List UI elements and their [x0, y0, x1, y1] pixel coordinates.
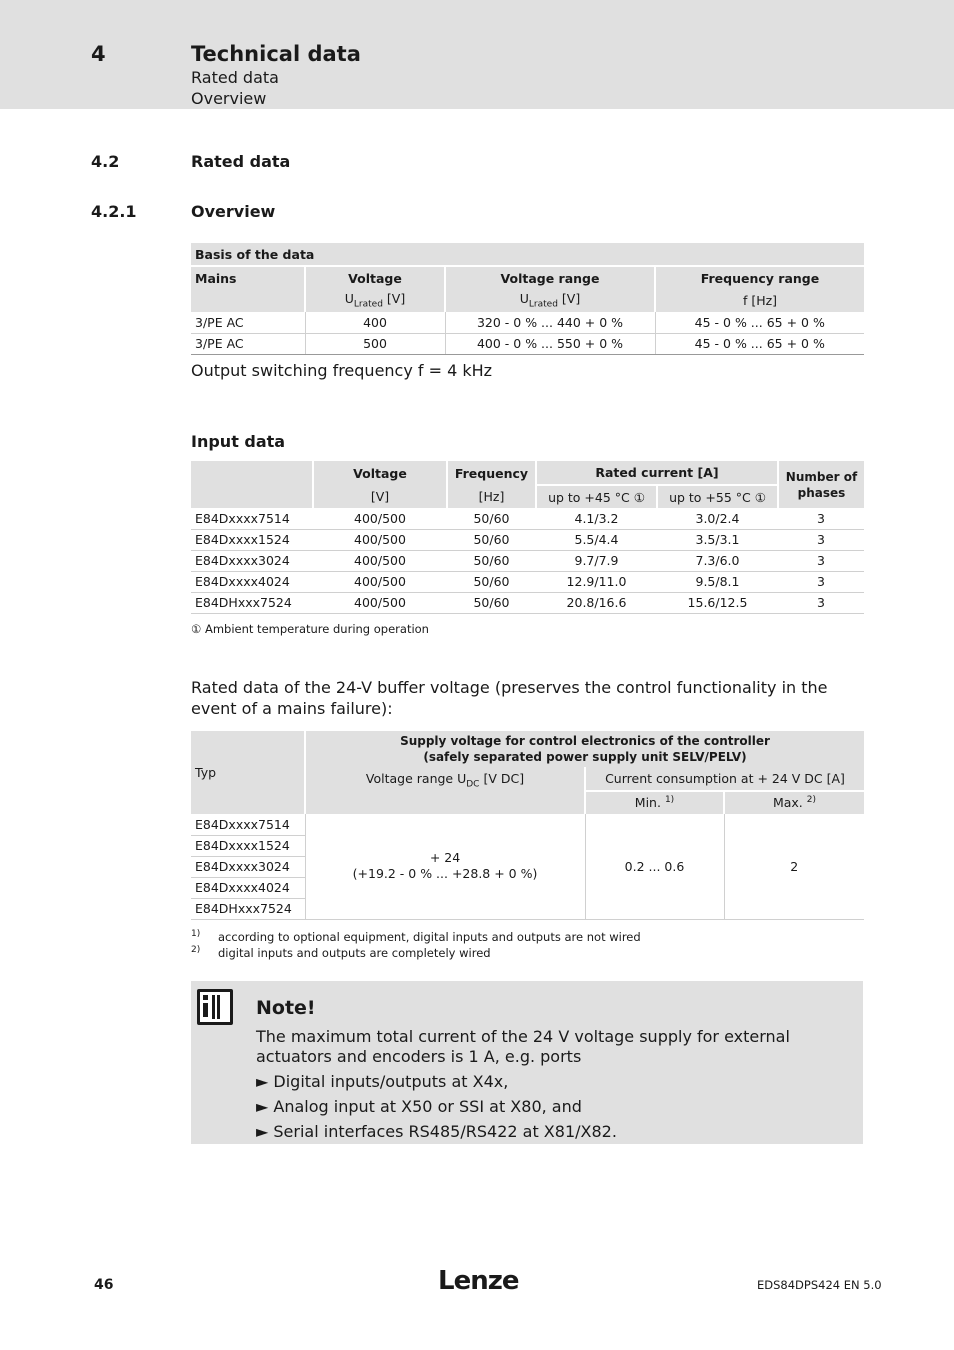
input-data-title: Input data — [191, 432, 286, 451]
max-value: 2 — [724, 814, 864, 919]
col-voltage-range-udc: Voltage range $U_{DC}$ [V DC] — [305, 767, 585, 814]
col-input-voltage: Voltage — [313, 461, 447, 485]
col-min: Min. $^{1)}$ — [585, 791, 724, 814]
buffer-voltage-text: Rated data of the 24-V buffer voltage (preserves the control functionality in the event of a mains failure): — [191, 678, 828, 718]
min-value: 0.2 ... 0.6 — [585, 814, 724, 919]
document-id: EDS84DPS424 EN 5.0 — [757, 1278, 882, 1292]
table-row: E84Dxxxx1524 — [191, 835, 864, 856]
buffer-table — [191, 731, 864, 920]
col-typ: Typ — [191, 731, 305, 814]
table-row: E84Dxxxx4024 400/500 50/60 12.9/11.0 9.5/8.1 3 — [191, 571, 864, 592]
col-phases: Number of phases — [785, 469, 858, 500]
header-subtitle-1: Rated data — [191, 68, 279, 87]
note-bullet: ► Analog input at X50 or SSI at X80, and — [256, 1097, 582, 1116]
table-row: E84DHxxx7524 400/500 50/60 20.8/16.6 15.6/12.5 3 — [191, 592, 864, 613]
chapter-title: Technical data — [191, 42, 361, 66]
col-max: Max. $^{2)}$ — [772, 795, 817, 811]
col-frequency-range: Frequency range — [700, 270, 820, 286]
basis-caption: Basis of the data — [195, 246, 315, 262]
col-current-consumption: Current consumption at + 24 V DC [A] — [585, 767, 864, 791]
table-row: 3/PE AC 500 400 - 0 % ... 550 + 0 % 45 - 0 % ... 65 + 0 % — [191, 333, 864, 354]
input-data-table: Voltage Frequency Rated current [A] Number of phases [V] [Hz] up to +45 °C ① up to +55 °C ① E84Dxxxx7514 400/500 50/60 4.1/3.2 3.0/2.4 3 E84Dxxxx1524 400/500 50/60 5.5/4.4 3.5/3.1 3 E84Dxxxx3024 400/500 50/60 9.7/7.9 7.3/6.0 3 E84Dxxxx4024 400/500 50/60 12.9/11.0 9.5/8.1 3 E84DHxxx7524 400/500 50/60 20.8/16.6 15.6/12.5 3 — [191, 461, 864, 614]
table-row: E84Dxxxx3024 400/500 50/60 9.7/7.9 7.3/6.0 3 — [191, 550, 864, 571]
col-voltage-unit: $U_{Lrated}$ [V] — [305, 289, 445, 312]
table-row: E84Dxxxx3024 — [191, 856, 864, 877]
col-rated-current: Rated current [A] — [536, 461, 778, 485]
col-mains: Mains — [191, 266, 305, 289]
note-text: The maximum total current of the 24 V voltage supply for external actuators and encoders is 1 A, e.g. ports — [256, 1027, 790, 1066]
input-data-footnote: ① Ambient temperature during operation — [191, 622, 429, 636]
footnote-1-mark: 1) — [191, 929, 201, 939]
output-switching-text: Output switching frequency f = 4 kHz — [191, 361, 493, 380]
subsection-title: Overview — [191, 202, 276, 221]
header-band — [0, 0, 954, 109]
note-bullet: ► Digital inputs/outputs at X4x, — [256, 1072, 509, 1091]
col-voltage-range: Voltage range — [445, 266, 655, 289]
lenze-logo: Lenze — [438, 1266, 519, 1296]
page-number: 46 — [94, 1277, 114, 1293]
col-voltage-range-unit: $U_{Lrated}$ [V] — [445, 289, 655, 312]
footnote-2-mark: 2) — [191, 945, 201, 955]
col-frequency-unit: f [Hz] — [742, 293, 778, 308]
note-title: Note! — [256, 997, 316, 1019]
table-row: 3/PE AC 400 320 - 0 % ... 440 + 0 % 45 - 0 % ... 65 + 0 % — [191, 312, 864, 333]
footnote-1-text: according to optional equipment, digital inputs and outputs are not wired — [218, 930, 641, 944]
section-number: 4.2 — [91, 152, 120, 171]
buffer-header: Supply voltage for control electronics of the controller (safely separated power supply unit SELV/PELV) — [400, 734, 770, 764]
table-row: E84Dxxxx1524 400/500 50/60 5.5/4.4 3.5/3.1 3 — [191, 529, 864, 550]
info-icon — [197, 989, 233, 1025]
header-subtitle-2: Overview — [191, 89, 267, 108]
note-box — [191, 981, 863, 1144]
col-voltage: Voltage — [305, 266, 445, 289]
basis-table — [191, 243, 864, 355]
col-input-frequency: Frequency — [447, 461, 536, 485]
voltage-value: + 24 (+19.2 - 0 % ... +28.8 + 0 %) — [305, 814, 585, 919]
table-row: E84Dxxxx7514 + 24 (+19.2 - 0 % ... +28.8 + 0 %) 0.2 ... 0.6 2 — [191, 814, 864, 835]
subsection-number: 4.2.1 — [91, 202, 137, 221]
note-bullet: ► Serial interfaces RS485/RS422 at X81/X82. — [256, 1122, 617, 1141]
section-title: Rated data — [191, 152, 291, 171]
table-row: E84Dxxxx4024 — [191, 877, 864, 898]
table-row: E84DHxxx7524 — [191, 898, 864, 919]
col-mains-unit — [191, 289, 305, 312]
table-row: E84Dxxxx7514 400/500 50/60 4.1/3.2 3.0/2.4 3 — [191, 508, 864, 529]
footnote-2-text: digital inputs and outputs are completely wired — [218, 946, 491, 960]
chapter-number: 4 — [91, 42, 106, 66]
